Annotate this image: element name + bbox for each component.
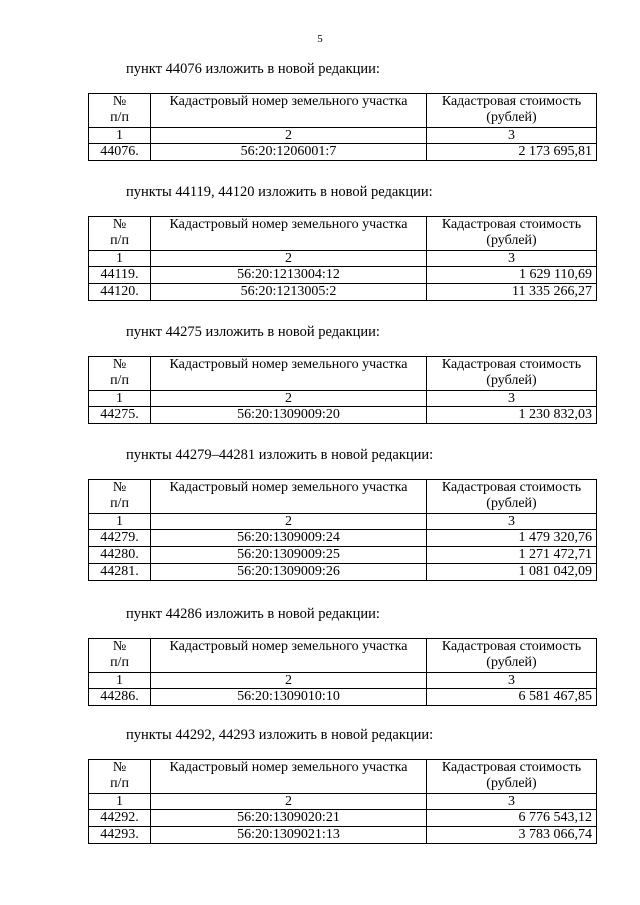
- column-index: 1: [89, 251, 151, 267]
- column-index: 3: [427, 128, 597, 144]
- header-cadastral-value: Кадастровая стоимость (рублей): [427, 357, 597, 391]
- table-row: [89, 284, 597, 301]
- cadastral-number: 56:20:1206001:7: [151, 144, 427, 161]
- cadastral-value: 1 629 110,69: [427, 267, 597, 284]
- header-number: № п/п: [89, 639, 151, 673]
- section-heading: пункт 44286 изложить в новой редакции:: [126, 606, 380, 622]
- amendment-section: [88, 726, 596, 844]
- column-index: 1: [89, 391, 151, 407]
- table-row: [89, 530, 597, 547]
- table-header-row: [89, 217, 597, 251]
- column-index: 1: [89, 514, 151, 530]
- cadastral-value: 11 335 266,27: [427, 284, 597, 301]
- column-index-row: [89, 673, 597, 689]
- column-index: 3: [427, 673, 597, 689]
- column-index: 1: [89, 128, 151, 144]
- cadastral-number: 56:20:1213004:12: [151, 267, 427, 284]
- column-index: 2: [151, 391, 427, 407]
- cadastral-table: [88, 356, 597, 424]
- amendment-section: [88, 323, 596, 424]
- column-index: 1: [89, 673, 151, 689]
- table-header-row: [89, 357, 597, 391]
- cadastral-table: [88, 479, 597, 581]
- section-heading: пункты 44279–44281 изложить в новой редакции:: [126, 447, 434, 463]
- cadastral-number: 56:20:1309009:25: [151, 547, 427, 564]
- header-number: № п/п: [89, 217, 151, 251]
- item-number: 44076.: [89, 144, 151, 161]
- header-cadastral-value: Кадастровая стоимость (рублей): [427, 217, 597, 251]
- column-index-row: [89, 514, 597, 530]
- column-index-row: [89, 391, 597, 407]
- section-heading: пункт 44076 изложить в новой редакции:: [126, 61, 380, 77]
- table-header-row: [89, 760, 597, 794]
- column-index: 2: [151, 514, 427, 530]
- header-cadastral-number: Кадастровый номер земельного участка: [151, 217, 427, 251]
- header-cadastral-number: Кадастровый номер земельного участка: [151, 480, 427, 514]
- item-number: 44281.: [89, 564, 151, 581]
- section-heading: пункт 44275 изложить в новой редакции:: [126, 324, 380, 340]
- item-number: 44292.: [89, 810, 151, 827]
- column-index: 2: [151, 128, 427, 144]
- column-index-row: [89, 251, 597, 267]
- column-index: 3: [427, 391, 597, 407]
- amendment-section: [88, 446, 596, 581]
- header-cadastral-value: Кадастровая стоимость (рублей): [427, 639, 597, 673]
- table-row: [89, 564, 597, 581]
- cadastral-table: [88, 216, 597, 301]
- header-number: № п/п: [89, 94, 151, 128]
- table-row: [89, 689, 597, 706]
- table-row: [89, 407, 597, 424]
- cadastral-number: 56:20:1309009:24: [151, 530, 427, 547]
- page-number: 5: [317, 33, 323, 45]
- header-number: № п/п: [89, 480, 151, 514]
- cadastral-value: 1 230 832,03: [427, 407, 597, 424]
- cadastral-table: [88, 759, 597, 844]
- cadastral-value: 2 173 695,81: [427, 144, 597, 161]
- cadastral-number: 56:20:1309010:10: [151, 689, 427, 706]
- table-row: [89, 810, 597, 827]
- cadastral-value: 1 271 472,71: [427, 547, 597, 564]
- section-heading: пункты 44292, 44293 изложить в новой редакции:: [126, 727, 434, 743]
- table-row: [89, 547, 597, 564]
- cadastral-value: 1 479 320,76: [427, 530, 597, 547]
- amendment-section: [88, 60, 596, 161]
- amendment-section: [88, 605, 596, 706]
- item-number: 44293.: [89, 827, 151, 844]
- cadastral-value: 6 776 543,12: [427, 810, 597, 827]
- column-index-row: [89, 128, 597, 144]
- item-number: 44286.: [89, 689, 151, 706]
- table-header-row: [89, 94, 597, 128]
- column-index: 3: [427, 514, 597, 530]
- cadastral-table: [88, 638, 597, 706]
- item-number: 44280.: [89, 547, 151, 564]
- item-number: 44120.: [89, 284, 151, 301]
- column-index: 2: [151, 794, 427, 810]
- cadastral-value: 1 081 042,09: [427, 564, 597, 581]
- column-index-row: [89, 794, 597, 810]
- column-index: 1: [89, 794, 151, 810]
- cadastral-number: 56:20:1309009:26: [151, 564, 427, 581]
- table-row: [89, 144, 597, 161]
- column-index: 2: [151, 673, 427, 689]
- header-cadastral-number: Кадастровый номер земельного участка: [151, 357, 427, 391]
- header-cadastral-number: Кадастровый номер земельного участка: [151, 760, 427, 794]
- header-cadastral-number: Кадастровый номер земельного участка: [151, 94, 427, 128]
- cadastral-number: 56:20:1309020:21: [151, 810, 427, 827]
- cadastral-number: 56:20:1309021:13: [151, 827, 427, 844]
- table-row: [89, 827, 597, 844]
- column-index: 3: [427, 251, 597, 267]
- table-header-row: [89, 480, 597, 514]
- item-number: 44279.: [89, 530, 151, 547]
- cadastral-number: 56:20:1309009:20: [151, 407, 427, 424]
- cadastral-value: 6 581 467,85: [427, 689, 597, 706]
- item-number: 44275.: [89, 407, 151, 424]
- item-number: 44119.: [89, 267, 151, 284]
- header-number: № п/п: [89, 357, 151, 391]
- amendment-section: [88, 183, 596, 301]
- column-index: 3: [427, 794, 597, 810]
- header-cadastral-value: Кадастровая стоимость (рублей): [427, 480, 597, 514]
- header-cadastral-value: Кадастровая стоимость (рублей): [427, 760, 597, 794]
- column-index: 2: [151, 251, 427, 267]
- cadastral-number: 56:20:1213005:2: [151, 284, 427, 301]
- section-heading: пункты 44119, 44120 изложить в новой редакции:: [126, 184, 433, 200]
- header-cadastral-value: Кадастровая стоимость (рублей): [427, 94, 597, 128]
- header-cadastral-number: Кадастровый номер земельного участка: [151, 639, 427, 673]
- header-number: № п/п: [89, 760, 151, 794]
- table-header-row: [89, 639, 597, 673]
- cadastral-table: [88, 93, 597, 161]
- table-row: [89, 267, 597, 284]
- cadastral-value: 3 783 066,74: [427, 827, 597, 844]
